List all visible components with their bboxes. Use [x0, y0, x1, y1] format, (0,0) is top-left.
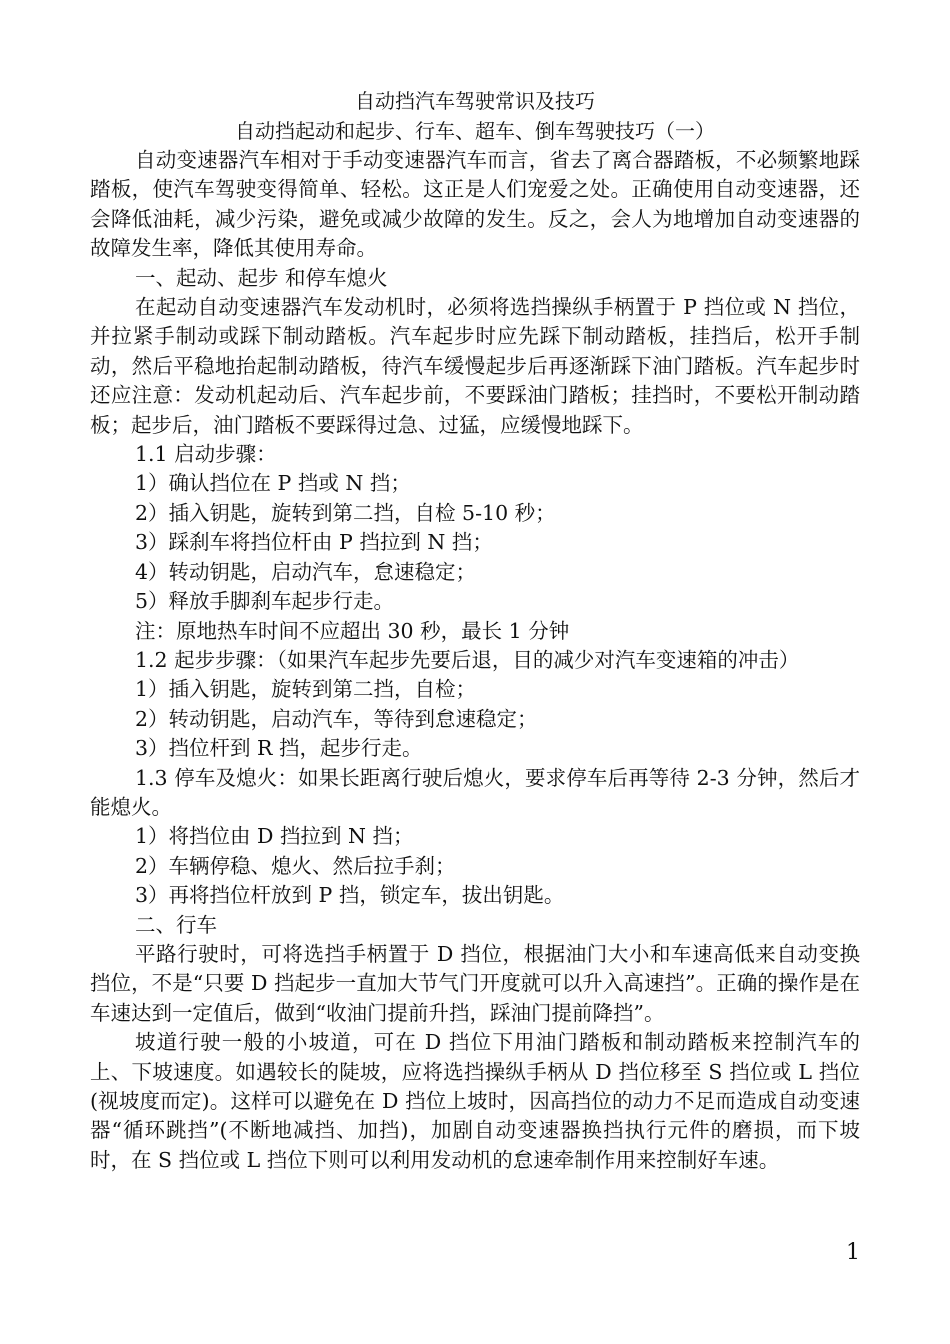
subsection-1-1-heading: 1.1 启动步骤：	[135, 442, 277, 467]
section-2-paragraph-1: 平路行驶时，可将选挡手柄置于 D 挡位，根据油门大小和车速高低来自动变换挡位，不是“只要 D 挡起步一直加大节气门开度就可以升入高速挡”。正确的操作是在车速达到一定值后，做到“收油门提前升挡，踩油门提前降挡”。	[90, 941, 860, 1025]
intro-paragraph: 自动变速器汽车相对于手动变速器汽车而言，省去了离合器踏板，不必频繁地踩踏板，使汽车驾驶变得简单、轻松。这正是人们宠爱之处。正确使用自动变速器，还会降低油耗，减少污染，避免或减少故障的发生。反之，会人为地增加自动变速器的故障发生率，降低其使用寿命。	[90, 148, 860, 261]
list-item: 2）插入钥匙，旋转到第二挡，自检 5-10 秒；	[135, 500, 556, 525]
list-item: 5）释放手脚刹车起步行走。	[135, 589, 395, 614]
subsection-1-2-heading: 1.2 起步步骤：（如果汽车起步先要后退，目的减少对汽车变速箱的冲击）	[135, 647, 800, 672]
list-item: 2）转动钥匙，启动汽车，等待到怠速稳定；	[135, 706, 538, 731]
list-item: 1）插入钥匙，旋转到第二挡，自检；	[135, 677, 477, 702]
section-2-heading: 二、行车	[135, 912, 217, 937]
document-body	[90, 146, 860, 1175]
section-1-heading: 一、起动、起步 和停车熄火	[135, 265, 388, 290]
subsection-1-3-heading: 1.3 停车及熄火：如果长距离行驶后熄火，要求停车后再等待 2-3 分钟，然后才能熄火。	[90, 765, 860, 819]
page-number: 1	[846, 1240, 860, 1265]
section-1-paragraph: 在起动自动变速器汽车发动机时，必须将选挡操纵手柄置于 P 挡位或 N 挡位，并拉紧手制动或踩下制动踏板。汽车起步时应先踩下制动踏板，挂挡后，松开手制动，然后平稳地抬起制动踏板，待汽车缓慢起步后再逐渐踩下油门踏板。汽车起步时还应注意：发动机起动后、汽车起步前，不要踩油门踏板；挂挡时，不要松开制动踏板；起步后，油门踏板不要踩得过急、过猛，应缓慢地踩下。	[90, 295, 860, 437]
document-subtitle: 自动挡起动和起步、行车、超车、倒车驾驶技巧（一）	[235, 119, 715, 143]
list-item: 3）再将挡位杆放到 P 挡，锁定车，拔出钥匙。	[135, 883, 565, 908]
document-title: 自动挡汽车驾驶常识及技巧	[355, 89, 595, 113]
section-2-paragraph-2: 坡道行驶一般的小坡道，可在 D 挡位下用油门踏板和制动踏板来控制汽车的上、下坡速度。如遇较长的陡坡，应将选挡操纵手柄从 D 挡位移至 S 挡位或 L 挡位(视坡度而定)。这样可以避免在 D 挡位上坡时，因高挡位的动力不足而造成自动变速器“循环跳挡”(不断地减挡、加挡)，加剧自动变速器换挡执行元件的磨损，而下坡时，在 S 挡位或 L 挡位下则可以利用发动机的怠速牵制作用来控制好车速。	[90, 1030, 860, 1172]
list-item: 2）车辆停稳、熄火、然后拉手刹；	[135, 853, 456, 878]
list-item: 4）转动钥匙，启动汽车，怠速稳定；	[135, 559, 477, 584]
list-item: 3）挡位杆到 R 挡，起步行走。	[135, 736, 423, 761]
note-text: 注：原地热车时间不应超出 30 秒，最长 1 分钟	[135, 618, 570, 643]
list-item: 3）踩刹车将挡位杆由 P 挡拉到 N 挡；	[135, 530, 493, 555]
list-item: 1）确认挡位在 P 挡或 N 挡；	[135, 471, 411, 496]
list-item: 1）将挡位由 D 挡拉到 N 挡；	[135, 824, 414, 849]
